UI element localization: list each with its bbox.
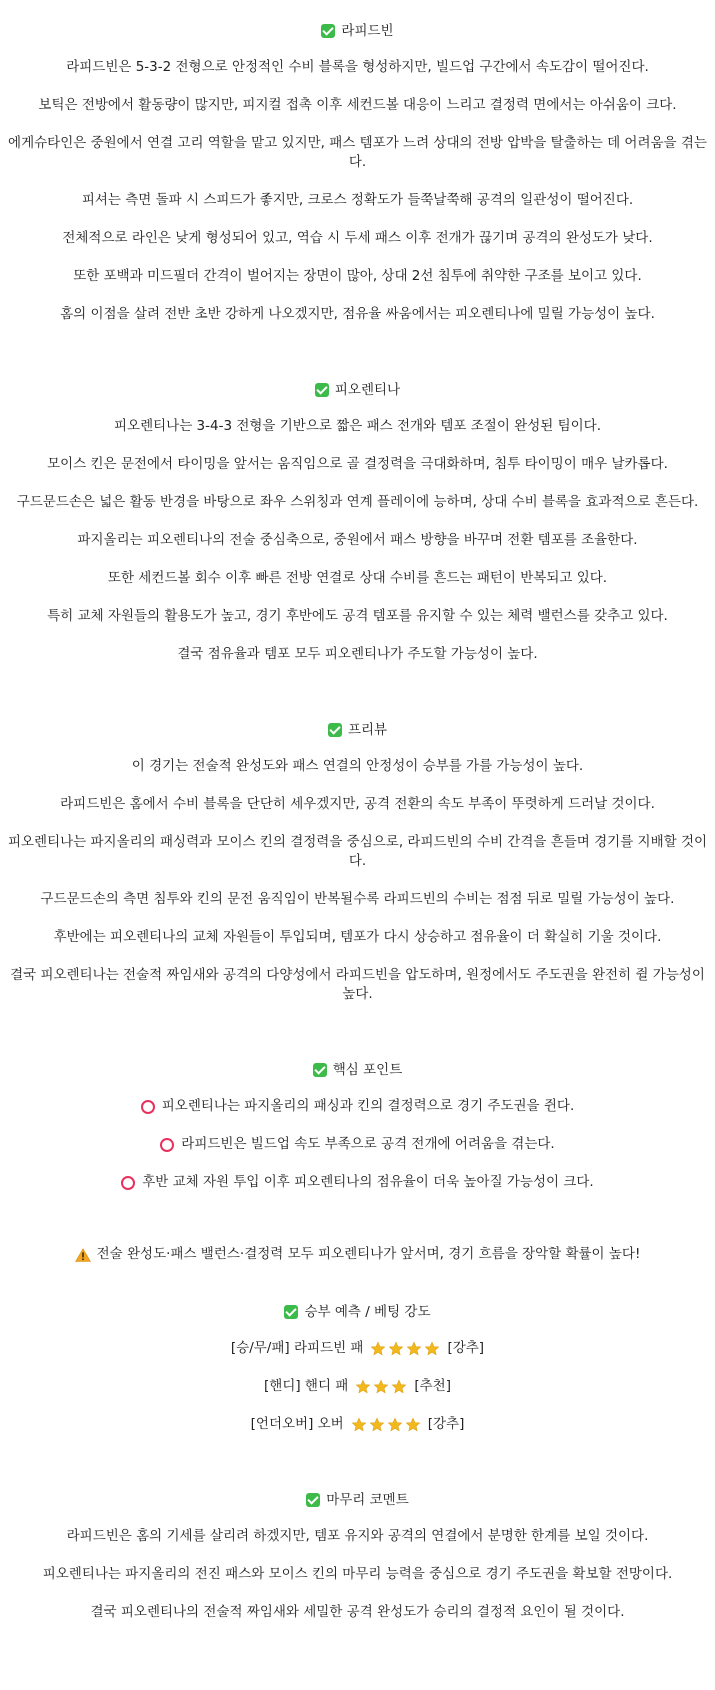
warning-text: 전술 완성도·패스 밸런스·결정력 모두 피오렌티나가 앞서며, 경기 흐름을 장악할 확률이 높다! [96, 1246, 641, 1262]
section-keypoints [0, 1059, 715, 1192]
paragraph: 결국 피오렌티나의 전술적 짜임새와 세밀한 공격 완성도가 승리의 결정적 요인이 될 것이다. [90, 1604, 625, 1620]
key-point-text: 후반 교체 자원 투입 이후 피오렌티나의 점유율이 더욱 높아질 가능성이 크다. [142, 1174, 594, 1190]
bet-item [0, 1339, 715, 1358]
paragraph: 피셔는 측면 돌파 시 스피드가 좋지만, 크로스 정확도가 들쭉날쭉해 공격의 일관성이 떨어진다. [81, 192, 634, 208]
star-rating [369, 1341, 441, 1357]
key-point-text: 피오렌티나는 파지올리의 패싱과 킨의 결정력으로 경기 주도권을 쥔다. [161, 1098, 575, 1114]
star-rating [354, 1379, 408, 1395]
star-icon [387, 1417, 403, 1433]
paragraph: 홈의 이점을 살려 전반 초반 강하게 나오겠지만, 점유율 싸움에서는 피오렌티나에 밀릴 가능성이 높다. [60, 306, 655, 322]
bet-tag: [강추] [447, 1340, 485, 1356]
bet-text: [언더오버] 오버 [250, 1416, 344, 1432]
section-preview [0, 719, 715, 1004]
check-box-icon [315, 383, 329, 397]
paragraph: 결국 피오렌티나는 전술적 짜임새와 공격의 다양성에서 라피드빈을 압도하며, 원정에서도 주도권을 완전히 쥘 가능성이 높다. [10, 967, 705, 1002]
paragraph: 또한 세컨드볼 회수 이후 빠른 전방 연결로 상대 수비를 흔드는 패턴이 반복되고 있다. [107, 570, 608, 586]
red-circle-icon [141, 1100, 155, 1114]
paragraph: 전체적으로 라인은 낮게 형성되어 있고, 역습 시 두세 패스 이후 전개가 끊기며 공격의 완성도가 낮다. [62, 230, 653, 246]
bet-item [0, 1377, 715, 1396]
section-heading [0, 20, 715, 42]
paragraph: 또한 포백과 미드필더 간격이 벌어지는 장면이 많아, 상대 2선 침투에 취약한 구조를 보이고 있다. [73, 268, 642, 284]
star-icon [373, 1379, 389, 1395]
red-circle-icon [121, 1176, 135, 1190]
section-fiorentina [0, 379, 715, 664]
star-icon [405, 1417, 421, 1433]
section-title: 핵심 포인트 [332, 1061, 403, 1078]
star-icon [355, 1379, 371, 1395]
check-box-icon [321, 24, 335, 38]
section-heading [0, 1059, 715, 1081]
key-point [0, 1135, 715, 1154]
bet-item [0, 1415, 715, 1434]
bet-text: [승/무/패] 라피드빈 패 [230, 1340, 364, 1356]
check-box-icon [328, 723, 342, 737]
key-point [0, 1173, 715, 1192]
section-title: 승부 예측 / 베팅 강도 [304, 1303, 431, 1320]
paragraph: 피오렌티나는 파지올리의 전진 패스와 모이스 킨의 마무리 능력을 중심으로 경기 주도권을 확보할 전망이다. [42, 1566, 673, 1582]
paragraph: 특히 교체 자원들의 활용도가 높고, 경기 후반에도 공격 템포를 유지할 수 있는 체력 밸런스를 갖추고 있다. [47, 608, 668, 624]
check-box-icon [313, 1063, 327, 1077]
section-bets [0, 1301, 715, 1434]
warning-line [0, 1245, 715, 1264]
star-icon [388, 1341, 404, 1357]
paragraph: 모이스 킨은 문전에서 타이밍을 앞서는 움직임으로 골 결정력을 극대화하며, 침투 타이밍이 매우 날카롭다. [47, 456, 668, 472]
star-icon [391, 1379, 407, 1395]
star-icon [406, 1341, 422, 1357]
section-title: 마무리 코멘트 [326, 1491, 409, 1508]
paragraph: 라피드빈은 5-3-2 전형으로 안정적인 수비 블록을 형성하지만, 빌드업 구간에서 속도감이 떨어진다. [66, 59, 649, 75]
paragraph: 보틱은 전방에서 활동량이 많지만, 피지컬 접촉 이후 세컨드볼 대응이 느리고 결정력 면에서는 아쉬움이 크다. [38, 97, 677, 113]
paragraph: 라피드빈은 홈의 기세를 살리려 하겠지만, 템포 유지와 공격의 연결에서 분명한 한계를 보일 것이다. [66, 1528, 649, 1544]
section-heading [0, 1301, 715, 1323]
paragraph: 이 경기는 전술적 완성도와 패스 연결의 안정성이 승부를 가를 가능성이 높다. [131, 758, 584, 774]
paragraph: 피오렌티나는 3-4-3 전형을 기반으로 짧은 패스 전개와 템포 조절이 완성된 팀이다. [114, 418, 601, 434]
paragraph: 라피드빈은 홈에서 수비 블록을 단단히 세우겠지만, 공격 전환의 속도 부족이 뚜렷하게 드러날 것이다. [60, 796, 655, 812]
check-box-icon [284, 1305, 298, 1319]
section-title: 라피드빈 [341, 22, 394, 39]
warning-icon [75, 1248, 91, 1262]
paragraph: 피오렌티나는 파지올리의 패싱력과 모이스 킨의 결정력을 중심으로, 라피드빈의 수비 간격을 흔들며 경기를 지배할 것이다. [7, 834, 708, 869]
red-circle-icon [160, 1138, 174, 1152]
check-box-icon [306, 1493, 320, 1507]
key-point [0, 1097, 715, 1116]
paragraph: 결국 점유율과 템포 모두 피오렌티나가 주도할 가능성이 높다. [177, 646, 538, 662]
section-title: 프리뷰 [347, 721, 388, 738]
section-heading [0, 379, 715, 401]
paragraph: 후반에는 피오렌티나의 교체 자원들이 투입되며, 템포가 다시 상승하고 점유율이 더 확실히 기울 것이다. [53, 929, 662, 945]
section-heading [0, 719, 715, 741]
bet-tag: [추천] [414, 1378, 451, 1394]
section-rapid [0, 20, 715, 324]
bet-text: [핸디] 핸디 패 [264, 1378, 349, 1394]
star-icon [369, 1417, 385, 1433]
bet-tag: [강추] [427, 1416, 465, 1432]
key-point-text: 라피드빈은 빌드업 속도 부족으로 공격 전개에 어려움을 겪는다. [181, 1136, 555, 1152]
section-heading [0, 1489, 715, 1511]
star-icon [351, 1417, 367, 1433]
paragraph: 에게슈타인은 중원에서 연결 고리 역할을 맡고 있지만, 패스 템포가 느려 상대의 전방 압박을 탈출하는 데 어려움을 겪는다. [8, 135, 707, 170]
section-title: 피오렌티나 [334, 381, 401, 398]
paragraph: 파지올리는 피오렌티나의 전술 중심축으로, 중원에서 패스 방향을 바꾸며 전환 템포를 조율한다. [77, 532, 638, 548]
star-icon [424, 1341, 440, 1357]
paragraph: 구드문드손은 넓은 활동 반경을 바탕으로 좌우 스위칭과 연계 플레이에 능하며, 상대 수비 블록을 효과적으로 흔든다. [16, 494, 699, 510]
section-closing [0, 1489, 715, 1622]
star-icon [370, 1341, 386, 1357]
star-rating [350, 1417, 422, 1433]
paragraph: 구드문드손의 측면 침투와 킨의 문전 움직임이 반복될수록 라피드빈의 수비는 점점 뒤로 밀릴 가능성이 높다. [40, 891, 675, 907]
